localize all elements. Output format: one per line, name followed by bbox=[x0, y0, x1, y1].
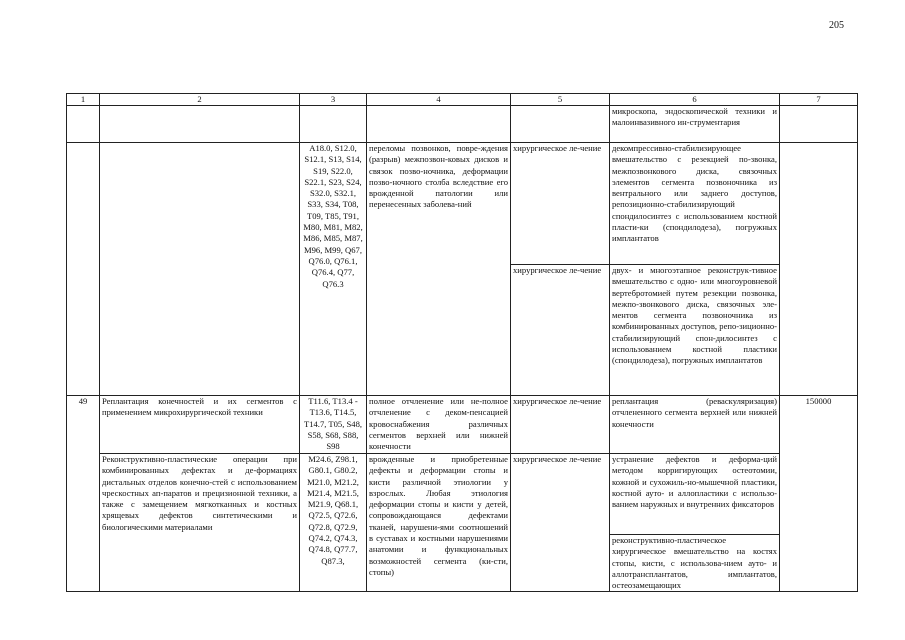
page-number: 205 bbox=[829, 20, 844, 31]
price-cell: 150000 bbox=[780, 396, 858, 592]
model-cell: полное отчленение или не-полное отчленение с деком-пенсацией кровоснабжения различных сегментов верхней или нижней конечности bbox=[367, 396, 511, 454]
model-cell: врожденные и приобретенные дефекты и деформации стопы и кисти различной этиологии у взрослых. Любая этиология деформации стопы и кисти у детей, сопровождающаяся дефектами тканей, нарушени-ями соотношений в суставах и костными нарушениями анатомии и функциональных возможностей сегмента (ки-сти, стопы) bbox=[367, 454, 511, 592]
column-header: 3 bbox=[300, 94, 367, 106]
column-header: 4 bbox=[367, 94, 511, 106]
column-header-row bbox=[67, 94, 858, 106]
codes-cell: T11.6, T13.4 - T13.6, T14.5, T14.7, T05, S48, S58, S68, S88, S98 bbox=[300, 396, 367, 454]
method-cell: устранение дефектов и деформа-ций методом корригирующих остеотомии, кожной и сухожиль-но-мышечной пластики, костной ауто- и аллопластики с использо-ванием наружных и внутренних фиксаторов bbox=[610, 454, 780, 535]
table-row bbox=[67, 396, 858, 454]
codes-cell: A18.0, S12.0, S12.1, S13, S14, S19, S22.0, S22.1, S23, S24, S32.0, S32.1, S33, S34, T08, T09, T85, T91, M80, M81, M82, M86, M85, M87, M96, M99, Q67, Q76.0, Q76.1, Q76.4, Q77, Q76.3 bbox=[300, 143, 367, 396]
procedures-table bbox=[66, 93, 858, 592]
column-header: 5 bbox=[511, 94, 610, 106]
table-row bbox=[67, 454, 858, 535]
column-header: 6 bbox=[610, 94, 780, 106]
method-cell: микроскопа, эндоскопической техники и малоинвазивного ин-струментария bbox=[610, 106, 780, 143]
model-cell: переломы позвонков, повре-ждения (разрыв) межпозвон-ковых дисков и связок позво-ночника, деформации позво-ночного столба вследствие его врожденной патологии или перенесенных заболева-ний bbox=[367, 143, 511, 396]
row-number: 49 bbox=[67, 396, 100, 592]
method-cell: реконструктивно-пластическое хирургическое вмешательство на костях стопы, кисти, с использова-нием ауто- и аллотрансплантатов, имплантатов, остеозамещающих bbox=[610, 535, 780, 592]
method-cell: реплантация (реваскуляризация) отчлененного сегмента верхней или нижней конечности bbox=[610, 396, 780, 454]
codes-cell: M24.6, Z98.1, G80.1, G80.2, M21.0, M21.2, M21.4, M21.5, M21.9, Q68.1, Q72.5, Q72.6, Q72.8, Q72.9, Q74.2, Q74.3, Q74.8, Q77.7, Q87.3, bbox=[300, 454, 367, 592]
column-header: 2 bbox=[100, 94, 300, 106]
method-cell: декомпрессивно-стабилизирующее вмешательство с резекцией по-звонка, межпозвонкового диска, связочных элементов сегмента позвоночника из вентрального или заднего доступов, репозиционно-стабилизирующий спондилосинтез с использованием костной пласти-ки (спондилодеза), погружных имплантатов bbox=[610, 143, 780, 265]
column-header: 1 bbox=[67, 94, 100, 106]
treatment-cell: хирургическое ле-чение bbox=[511, 143, 610, 265]
procedure-name-cell: Реконструктивно-пластические операции при комбинированных дефектах и де-формациях дистальных отделов конечно-стей с использованием чрескостных ап-паратов и прецизионной техники, а также с замещением мягкотканных и костных хрящевых дефектов синтетическими и биологическими материалами bbox=[100, 454, 300, 592]
treatment-cell: хирургическое ле-чение bbox=[511, 396, 610, 454]
method-cell: двух- и многоэтапное реконструк-тивное вмешательство с одно- или многоуровневой вертебротомией путем резекции позвонка, межпо-звонкового диска, связочных эле-ментов сегмента позвоночника из комбинированных доступов, репо-зиционно-стабилизирующий спон-дилосинтез с использованием костной пластики (спондилодеза), погружных имплантатов bbox=[610, 265, 780, 396]
column-header: 7 bbox=[780, 94, 858, 106]
treatment-cell: хирургическое ле-чение bbox=[511, 454, 610, 592]
procedure-name-cell: Реплантация конечностей и их сегментов с применением микрохирургической техники bbox=[100, 396, 300, 454]
table-row bbox=[67, 106, 858, 143]
table-row bbox=[67, 143, 858, 265]
treatment-cell: хирургическое ле-чение bbox=[511, 265, 610, 396]
